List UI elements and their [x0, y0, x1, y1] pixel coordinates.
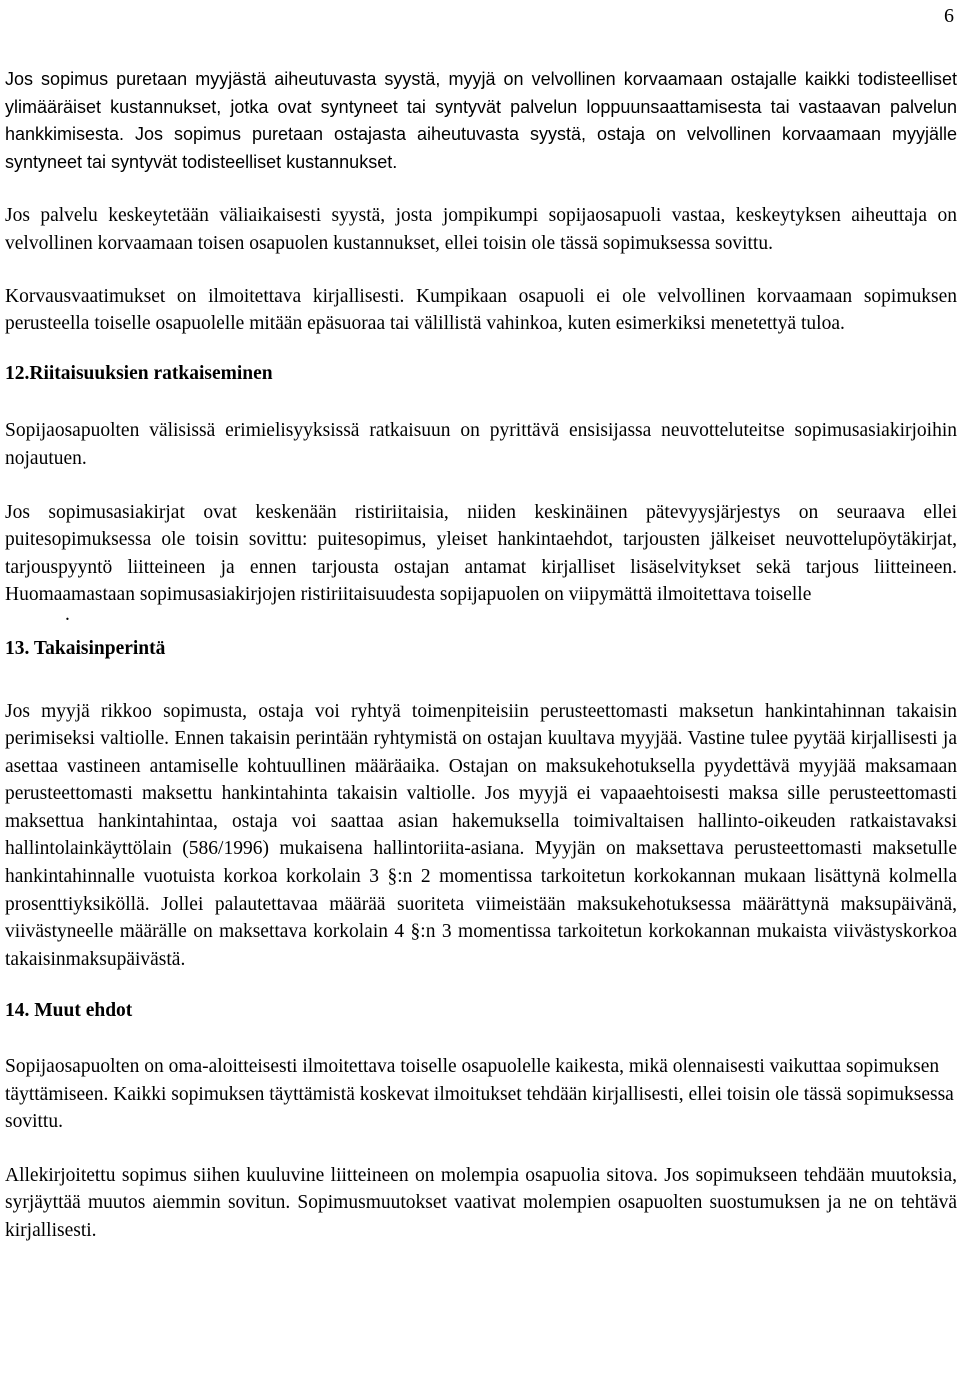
- section-heading-disputes: 12.Riitaisuuksien ratkaiseminen: [5, 362, 273, 384]
- paragraph-recovery-procedure: Jos myyjä rikkoo sopimusta, ostaja voi ryhtyä toimenpiteisiin perusteettomasti maksetun hankintahinnan takaisin perimiseksi valtiolle. Ennen takaisin perintään ryhtymistä on ostajan kuultava myyjää. Vastine tulee pyytää kirjallisesti ja asettaa vastineen antamiselle kohtuullinen määräaika. Ostajan on maksukehotuksella pyydettävä myyjää maksamaan perusteettomasti maksettu hankintahinta takaisin valtiolle. Jos myyjä ei vapaaehtoisesti maksa sille perusteettomasti maksettua hankintahintaa, ostaja voi saattaa asian hakemuksella toimivaltaisen hallinto-oikeuden ratkaistavaksi hallintolainkäyttölain (586/1996) mukaisena hallintoriita-asiana. Myyjän on maksettava perusteettomasti maksetulle hankintahinnalle vuotuista korkoa korkolain 3 §:n 2 momentissa tarkoitetun korkokannan mukaan lisättynä kolmella prosenttiyksiköllä. Jollei palautettavaa määrää suoriteta viimeistään maksukehotuksessa määrättynä maksupäivänä, viivästyneelle määrälle on maksettava korkolain 4 §:n 3 momentissa tarkoitetun korkokannan mukaista viivästyskorkoa takaisinmaksupäivästä.: [5, 700, 957, 970]
- page-number: 6: [944, 5, 954, 27]
- paragraph-termination-costs: Jos sopimus puretaan myyjästä aiheutuvasta syystä, myyjä on velvollinen korvaamaan ostajalle kaikki todisteelliset ylimääräiset kustannukset, jotka ovat syntyneet tai syntyvät palvelun loppuunsaattamisesta tai vastaavan palvelun hankkimisesta. Jos sopimus puretaan ostajasta aiheutuvasta syystä, ostaja on velvollinen korvaamaan myyjälle syntyneet tai syntyvät todisteelliset kustannukset.: [5, 69, 957, 172]
- paragraph-notifications: Sopijaosapuolten on oma-aloitteisesti ilmoitettava toiselle osapuolelle kaikesta, mikä olennaisesti vaikuttaa sopimuksen täyttämiseen. Kaikki sopimuksen täyttämistä koskevat ilmoitukset tehdään kirjallisesti, ellei toisin ole tässä sopimuksessa sovittu.: [5, 1056, 954, 1133]
- paragraph-compensation-claims: Korvausvaatimukset on ilmoitettava kirjallisesti. Kumpikaan osapuoli ei ole velvollinen korvaamaan sopimuksen perusteella toiselle osapuolelle mitään epäsuoraa tai välillistä vahinkoa, kuten esimerkiksi menetettyä tuloa.: [5, 285, 957, 335]
- paragraph-signed-agreement: Allekirjoitettu sopimus siihen kuuluvine liitteineen on molempia osapuolia sitova. Jos sopimukseen tehdään muutoksia, syrjäyttää muutos aiemmin sovitun. Sopimusmuutokset vaativat molempien osapuolten suostumuksen ja ne on tehtävä kirjallisesti.: [5, 1164, 957, 1241]
- paragraph-document-precedence: Jos sopimusasiakirjat ovat keskenään ristiriitaisia, niiden keskinäinen pätevyysjärjestys on seuraava ellei puitesopimuksessa ole toisin sovittu: puitesopimus, yleiset hankintaehdot, tarjousten jälkeiset neuvottelupöytäkirjat, tarjouspyyntö liitteineen ja ennen tarjousta ostajan antamat kirjalliset lisäselvitykset sekä tarjous liitteineen. Huomaamastaan sopimusasiakirjojen ristiriitaisuudesta sopijapuolen on viipymättä ilmoitettava toiselle: [5, 501, 957, 606]
- section-heading-other-terms: 14. Muut ehdot: [5, 1000, 133, 1022]
- paragraph-dispute-negotiation: Sopijaosapuolten välisissä erimielisyyksissä ratkaisuun on pyrittävä ensisijassa neuvotteluteitse sopimusasiakirjoihin nojautuen.: [5, 420, 957, 469]
- section-heading-recovery: 13. Takaisinperintä: [5, 637, 166, 659]
- document-body: [5, 66, 957, 1245]
- paragraph-suspension-costs: Jos palvelu keskeytetään väliaikaisesti syystä, josta jompikumpi sopijaosapuoli vastaa, keskeytyksen aiheuttaja on velvollinen korvaamaan toisen osapuolen kustannukset, ellei toisin ole tässä sopimuksessa sovittu.: [5, 205, 957, 254]
- stray-period: .: [65, 603, 70, 625]
